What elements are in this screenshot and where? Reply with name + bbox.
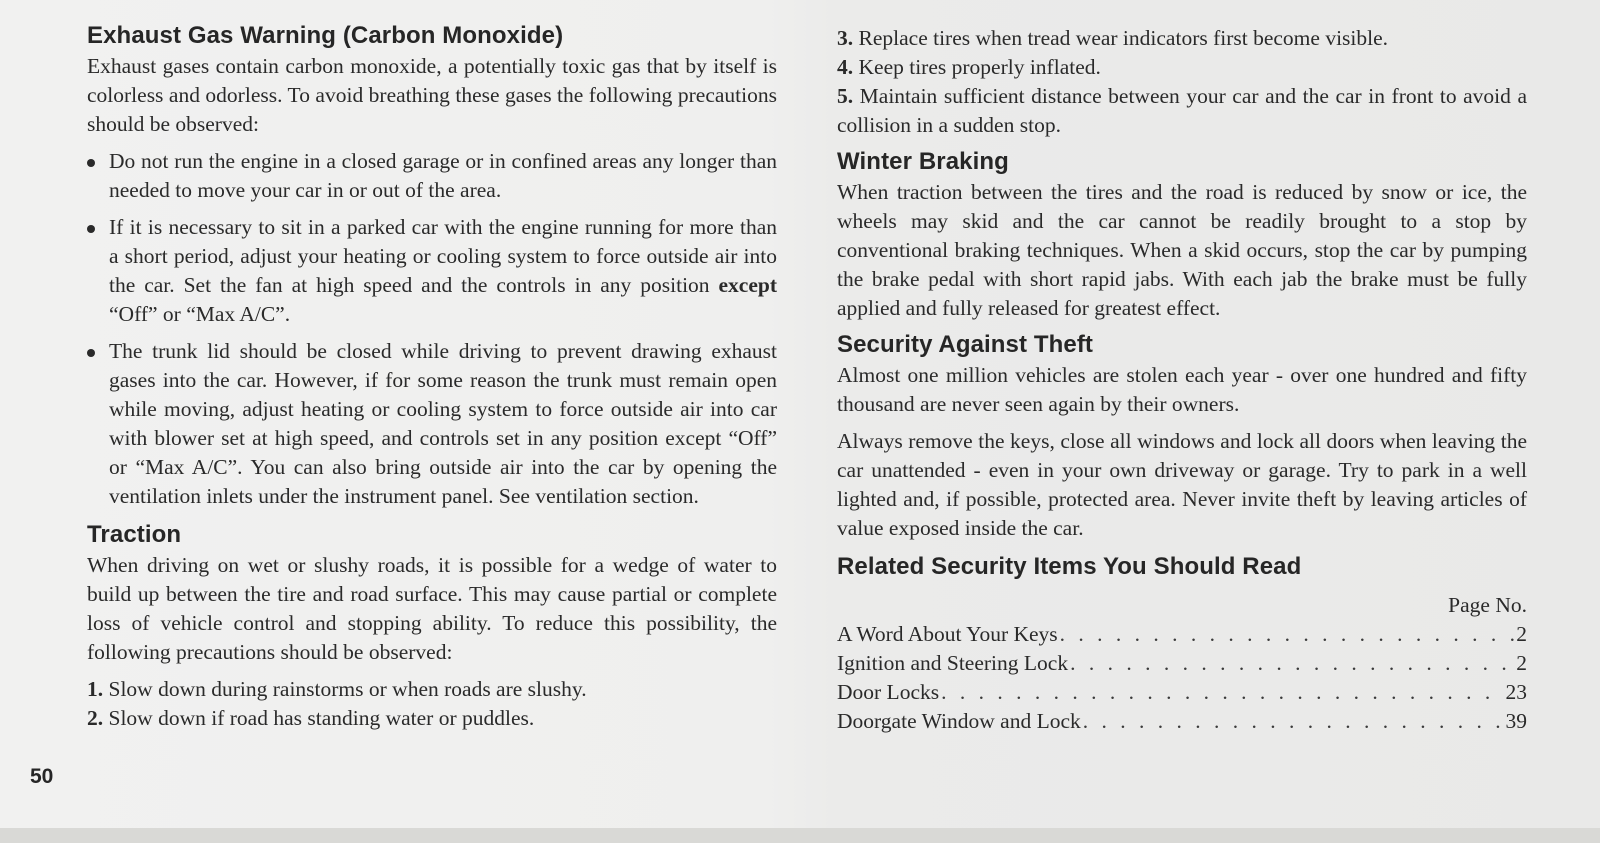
item-number: 2. [87, 706, 104, 730]
item-number: 3. [837, 26, 854, 50]
list-item [87, 147, 777, 205]
security-paragraph-2: Always remove the keys, close all windows and lock all doors when leaving the car unattended - even in your own driveway or garage. Try to park in a well lighted and, if possible, protected area. Never invite theft by leaving articles of value exposed inside the car. [837, 429, 1527, 540]
traction-paragraph: When driving on wet or slushy roads, it is possible for a wedge of water to build up between the tire and road surface. This may cause partial or complete loss of vehicle control and stopping ability. To reduce this possibility, the following precautions should be observed: [87, 553, 777, 664]
bullet-icon [87, 159, 95, 167]
page-bottom-edge [0, 828, 1600, 843]
toc-entry[interactable] [837, 620, 1527, 649]
bullet-text-before: If it is necessary to sit in a parked car with the engine running for more than a short period, adjust your heating or cooling system to force outside air into the car. Set the fan at high speed and the controls in any position [109, 215, 777, 297]
toc-entry-page: 2 [1516, 651, 1527, 675]
winter-braking-paragraph: When traction between the tires and the road is reduced by snow or ice, the wheels may skid and the car cannot be readily brought to a stop by conventional braking techniques. When a skid occurs, stop the car by pumping the brake pedal with short rapid jabs. With each jab the brake must be fully applied and fully released for greatest effect. [837, 180, 1527, 320]
related-items-heading: Related Security Items You Should Read [837, 553, 1302, 580]
bullet-text: Do not run the engine in a closed garage or in confined areas any longer than needed to move your car in or out of the area. [109, 149, 777, 202]
toc-entry[interactable] [837, 707, 1527, 736]
item-number: 5. [837, 84, 854, 108]
dot-leader [1070, 649, 1514, 678]
toc-entry-title: Ignition and Steering Lock [837, 651, 1069, 675]
right-page-column [837, 24, 1527, 736]
toc-entry-title: A Word About Your Keys [837, 622, 1058, 646]
related-items-list [837, 620, 1527, 736]
list-item [87, 704, 777, 733]
item-text: Maintain sufficient distance between your car and the car in front to avoid a collision in a sudden stop. [837, 84, 1527, 137]
toc-entry-title: Door Locks [837, 680, 940, 704]
toc-entry-title: Doorgate Window and Lock [837, 709, 1081, 733]
item-text: Slow down during rainstorms or when roads are slushy. [103, 677, 587, 701]
item-text: Keep tires properly inflated. [853, 55, 1101, 79]
toc-entry-page: 2 [1516, 622, 1527, 646]
item-text: Slow down if road has standing water or puddles. [103, 706, 535, 730]
dot-leader [1060, 620, 1515, 649]
page-number: 50 [30, 765, 54, 788]
left-page-column [87, 20, 777, 733]
item-number: 4. [837, 55, 854, 79]
list-item [837, 24, 1527, 53]
list-item [87, 213, 777, 329]
list-item [837, 53, 1527, 82]
toc-entry[interactable] [837, 649, 1527, 678]
item-number: 1. [87, 677, 104, 701]
traction-precautions-continued-list [837, 24, 1527, 140]
dot-leader [1083, 707, 1504, 736]
exhaust-intro-paragraph: Exhaust gases contain carbon monoxide, a potentially toxic gas that by itself is colorless and odorless. To avoid breathing these gases the following precautions should be observed: [87, 54, 777, 136]
item-text: Replace tires when tread wear indicators first become visible. [853, 26, 1389, 50]
bullet-text: The trunk lid should be closed while driving to prevent drawing exhaust gases into the car. However, if for some reason the trunk must remain open while moving, adjust heating or cooling system to force outside air into car with blower set at high speed, and controls set in any position except “Off” or “Max A/C”. You can also bring outside air into the car by opening the ventilation inlets under the instrument panel. See ventilation section. [109, 339, 777, 508]
security-paragraph-1: Almost one million vehicles are stolen each year - over one hundred and fifty thousand are never seen again by their owners. [837, 363, 1527, 416]
exhaust-precautions-list [87, 147, 777, 511]
page-no-label: Page No. [1448, 593, 1527, 617]
traction-precautions-list [87, 675, 777, 733]
bullet-icon [87, 349, 95, 357]
toc-entry[interactable] [837, 678, 1527, 707]
paragraph-gap [837, 419, 1527, 427]
bullet-icon [87, 225, 95, 233]
exhaust-gas-warning-heading: Exhaust Gas Warning (Carbon Monoxide) [87, 22, 564, 49]
toc-entry-page: 23 [1505, 680, 1527, 704]
list-item [87, 675, 777, 704]
dot-leader [941, 678, 1503, 707]
bullet-text-after: “Off” or “Max A/C”. [109, 302, 291, 326]
security-heading: Security Against Theft [837, 331, 1094, 358]
traction-heading: Traction [87, 521, 182, 548]
bullet-text-emphasis: except [718, 273, 777, 297]
winter-braking-heading: Winter Braking [837, 148, 1009, 175]
toc-entry-page: 39 [1505, 709, 1527, 733]
list-item [87, 337, 777, 511]
list-item [837, 82, 1527, 140]
